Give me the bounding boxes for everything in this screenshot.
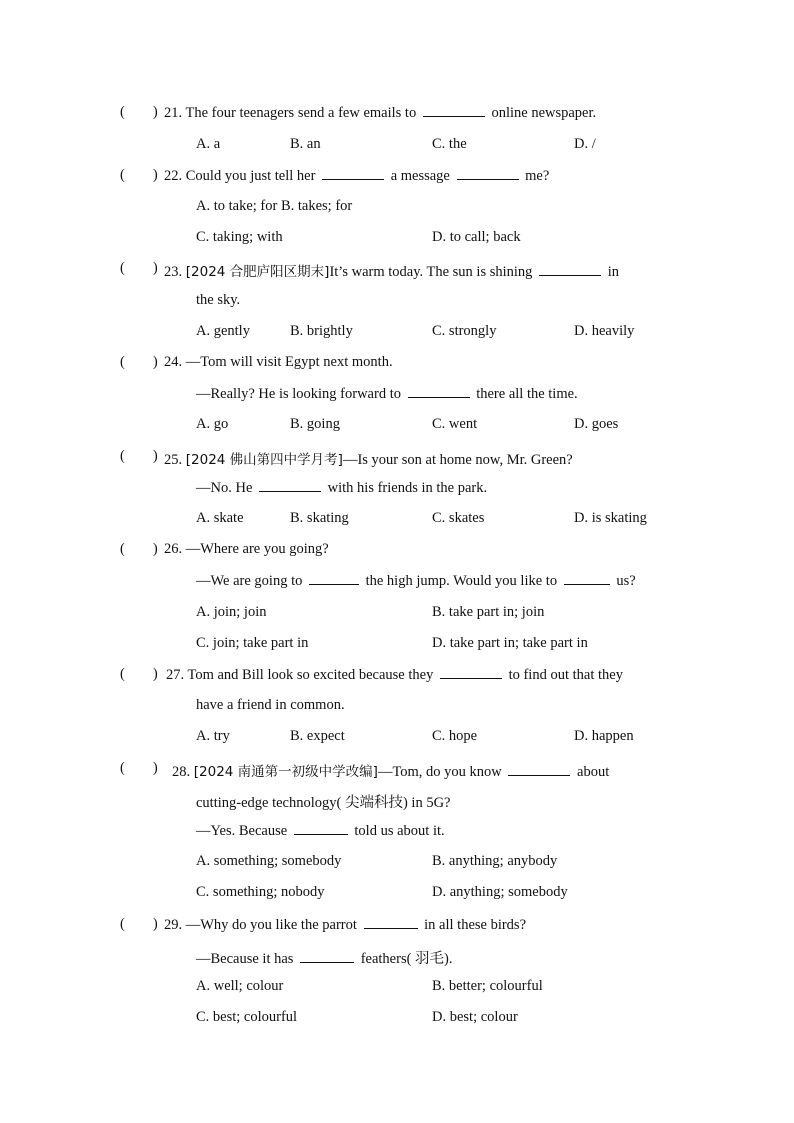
option[interactable]: B. better; colourful [432, 978, 543, 994]
question-stem-continuation: the sky. [196, 292, 241, 308]
option[interactable]: D. is skating [574, 510, 647, 526]
answer-blank[interactable] [322, 167, 384, 180]
question-stem-continuation: —We are going to the high jump. Would you like to us? [196, 573, 636, 589]
answer-blank[interactable] [259, 479, 321, 492]
option[interactable]: D. to call; back [432, 229, 521, 245]
question-stem: 26. —Where are you going? [164, 541, 329, 557]
question-stem-continuation: —No. He with his friends in the park. [196, 480, 488, 496]
option[interactable]: C. went [432, 416, 478, 432]
answer-blank[interactable] [457, 167, 519, 180]
option[interactable]: A. something; somebody [196, 853, 342, 869]
option[interactable]: A. skate [196, 510, 244, 526]
option[interactable]: B. expect [290, 728, 345, 744]
answer-blank[interactable] [364, 916, 418, 929]
option[interactable]: C. taking; with [196, 229, 283, 245]
question-stem-continuation: have a friend in common. [196, 697, 345, 713]
answer-blank[interactable] [508, 763, 570, 776]
answer-blank[interactable] [564, 572, 610, 585]
answer-blank[interactable] [300, 950, 354, 963]
option[interactable]: B. take part in; join [432, 604, 545, 620]
source-tag: [2024 佛山第四中学月考] [185, 452, 343, 468]
answer-bracket[interactable]: ( ) [120, 448, 158, 464]
option[interactable]: D. heavily [574, 323, 635, 339]
option[interactable]: D. take part in; take part in [432, 635, 588, 651]
option[interactable]: B. skating [290, 510, 349, 526]
option[interactable]: A. to take; for B. takes; for [196, 198, 353, 214]
option[interactable]: A. go [196, 416, 229, 432]
option[interactable]: A. a [196, 136, 221, 152]
option[interactable]: C. skates [432, 510, 485, 526]
question-stem: 29. —Why do you like the parrot in all these birds? [164, 917, 527, 933]
option[interactable]: A. well; colour [196, 978, 284, 994]
question-stem: 23. [2024 合肥庐阳区期末]It’s warm today. The sun is shining in [164, 264, 619, 280]
option[interactable]: B. going [290, 416, 340, 432]
option[interactable]: B. brightly [290, 323, 353, 339]
option[interactable]: A. try [196, 728, 230, 744]
option[interactable]: D. happen [574, 728, 634, 744]
option[interactable]: D. goes [574, 416, 619, 432]
answer-bracket[interactable]: ( ) [120, 760, 158, 776]
answer-bracket[interactable]: ( ) [120, 916, 158, 932]
answer-bracket[interactable]: ( ) [120, 354, 158, 370]
source-tag: [2024 合肥庐阳区期末] [185, 264, 330, 280]
answer-bracket[interactable]: ( ) [120, 666, 158, 682]
question-stem-continuation: —Yes. Because told us about it. [196, 823, 445, 839]
source-tag: [2024 南通第一初级中学改编] [193, 764, 378, 780]
answer-bracket[interactable]: ( ) [120, 260, 158, 276]
option[interactable]: D. best; colour [432, 1009, 518, 1025]
answer-blank[interactable] [440, 666, 502, 679]
option[interactable]: C. best; colourful [196, 1009, 298, 1025]
answer-blank[interactable] [408, 385, 470, 398]
option[interactable]: B. anything; anybody [432, 853, 558, 869]
question-stem: 21. The four teenagers send a few emails to online newspaper. [164, 105, 597, 121]
option[interactable]: D. / [574, 136, 596, 152]
question-stem: 22. Could you just tell her a message me? [164, 168, 550, 184]
option[interactable]: C. hope [432, 728, 478, 744]
option[interactable]: A. join; join [196, 604, 267, 620]
option[interactable]: D. anything; somebody [432, 884, 568, 900]
question-stem-continuation: cutting-edge technology( 尖端科技) in 5G? [196, 795, 451, 811]
option[interactable]: B. an [290, 136, 321, 152]
question-stem: 24. —Tom will visit Egypt next month. [164, 354, 393, 370]
answer-blank[interactable] [539, 263, 601, 276]
question-stem: 25. [2024 佛山第四中学月考]—Is your son at home now, Mr. Green? [164, 452, 573, 468]
answer-blank[interactable] [423, 104, 485, 117]
option[interactable]: C. something; nobody [196, 884, 325, 900]
option[interactable]: C. strongly [432, 323, 497, 339]
answer-blank[interactable] [294, 822, 348, 835]
answer-bracket[interactable]: ( ) [120, 541, 158, 557]
question-stem-continuation: —Really? He is looking forward to there all the time. [196, 386, 578, 402]
answer-bracket[interactable]: ( ) [120, 167, 158, 183]
option[interactable]: C. join; take part in [196, 635, 309, 651]
question-stem-continuation: —Because it has feathers( 羽毛). [196, 951, 453, 967]
answer-bracket[interactable]: ( ) [120, 104, 158, 120]
question-stem: 27. Tom and Bill look so excited because they to find out that they [166, 667, 623, 683]
answer-blank[interactable] [309, 572, 359, 585]
option[interactable]: A. gently [196, 323, 250, 339]
option[interactable]: C. the [432, 136, 467, 152]
question-stem: 28. [2024 南通第一初级中学改编]—Tom, do you know about [172, 764, 610, 780]
